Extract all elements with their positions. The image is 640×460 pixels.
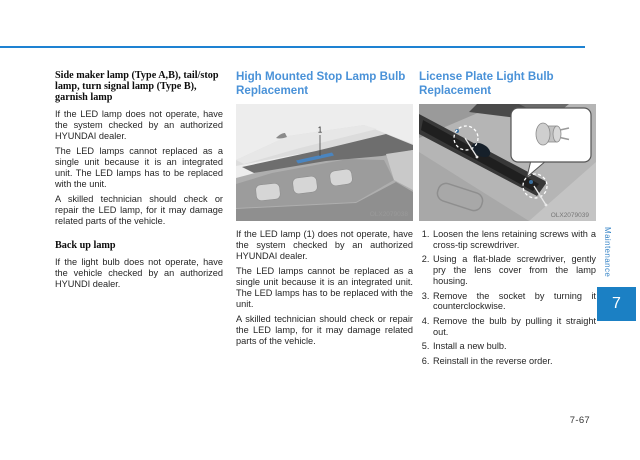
paragraph: If the LED lamp does not operate, have the system checked by an authorized HYUNDAI dealer. — [55, 109, 223, 141]
step-item: 2. Using a flat-blade screwdriver, gently pry the lens cover from the lamp housing. — [432, 254, 596, 287]
paragraph: The LED lamps cannot be replaced as a single unit because it is an integrated unit. The LED lamps has to be replaced with the unit. — [236, 266, 413, 309]
paragraph: The LED lamps cannot replaced as a single unit because it is an integrated unit. The LED lamps has to be replaced with the unit. — [55, 146, 223, 189]
figure-callout-label: 1 — [317, 125, 323, 135]
chapter-tab-label: Maintenance — [603, 227, 612, 278]
figure-code: OLX2079038 — [369, 211, 408, 218]
right-column — [419, 70, 596, 370]
step-item: 3. Remove the socket by turning it counterclockwise. — [432, 291, 596, 313]
paragraph: A skilled technician should check or repair the LED lamp, for it may damage related parts of the vehicle. — [55, 194, 223, 227]
page-number: 7-67 — [569, 415, 590, 426]
step-item: 4. Remove the bulb by pulling it straight out. — [432, 316, 596, 338]
left-column-heading: Side maker lamp (Type A,B), tail/stop lamp, turn signal lamp (Type B), garnish lamp — [55, 70, 219, 103]
paragraph: A skilled technician should check or repair the LED lamp, for it may damage related parts of the vehicle. — [236, 314, 413, 347]
chapter-tab-number: 7 — [597, 287, 636, 321]
step-item: 6. Reinstall in the reverse order. — [432, 356, 596, 367]
section-heading-stop-lamp: High Mounted Stop Lamp Bulb Replacement — [236, 70, 406, 97]
license-plate-light-figure — [419, 104, 596, 221]
replacement-steps-list — [419, 229, 596, 366]
header-rule — [0, 46, 585, 48]
middle-column — [236, 70, 413, 352]
paragraph: If the light bulb does not operate, have the vehicle checked by an authorized HYUNDI dealer. — [55, 257, 223, 289]
step-item: 5. Install a new bulb. — [432, 341, 596, 352]
section-heading-license-plate: License Plate Light Bulb Replacement — [419, 70, 554, 97]
high-mounted-stop-lamp-figure — [236, 104, 413, 221]
left-column — [55, 70, 223, 294]
paragraph: If the LED lamp (1) does not operate, have the system checked by an authorized HYUNDAI dealer. — [236, 229, 413, 261]
step-item: 1. Loosen the lens retaining screws with a cross-tip screwdriver. — [432, 229, 596, 251]
figure-code: OLX2079039 — [550, 212, 589, 219]
backup-lamp-heading: Back up lamp — [55, 240, 116, 252]
